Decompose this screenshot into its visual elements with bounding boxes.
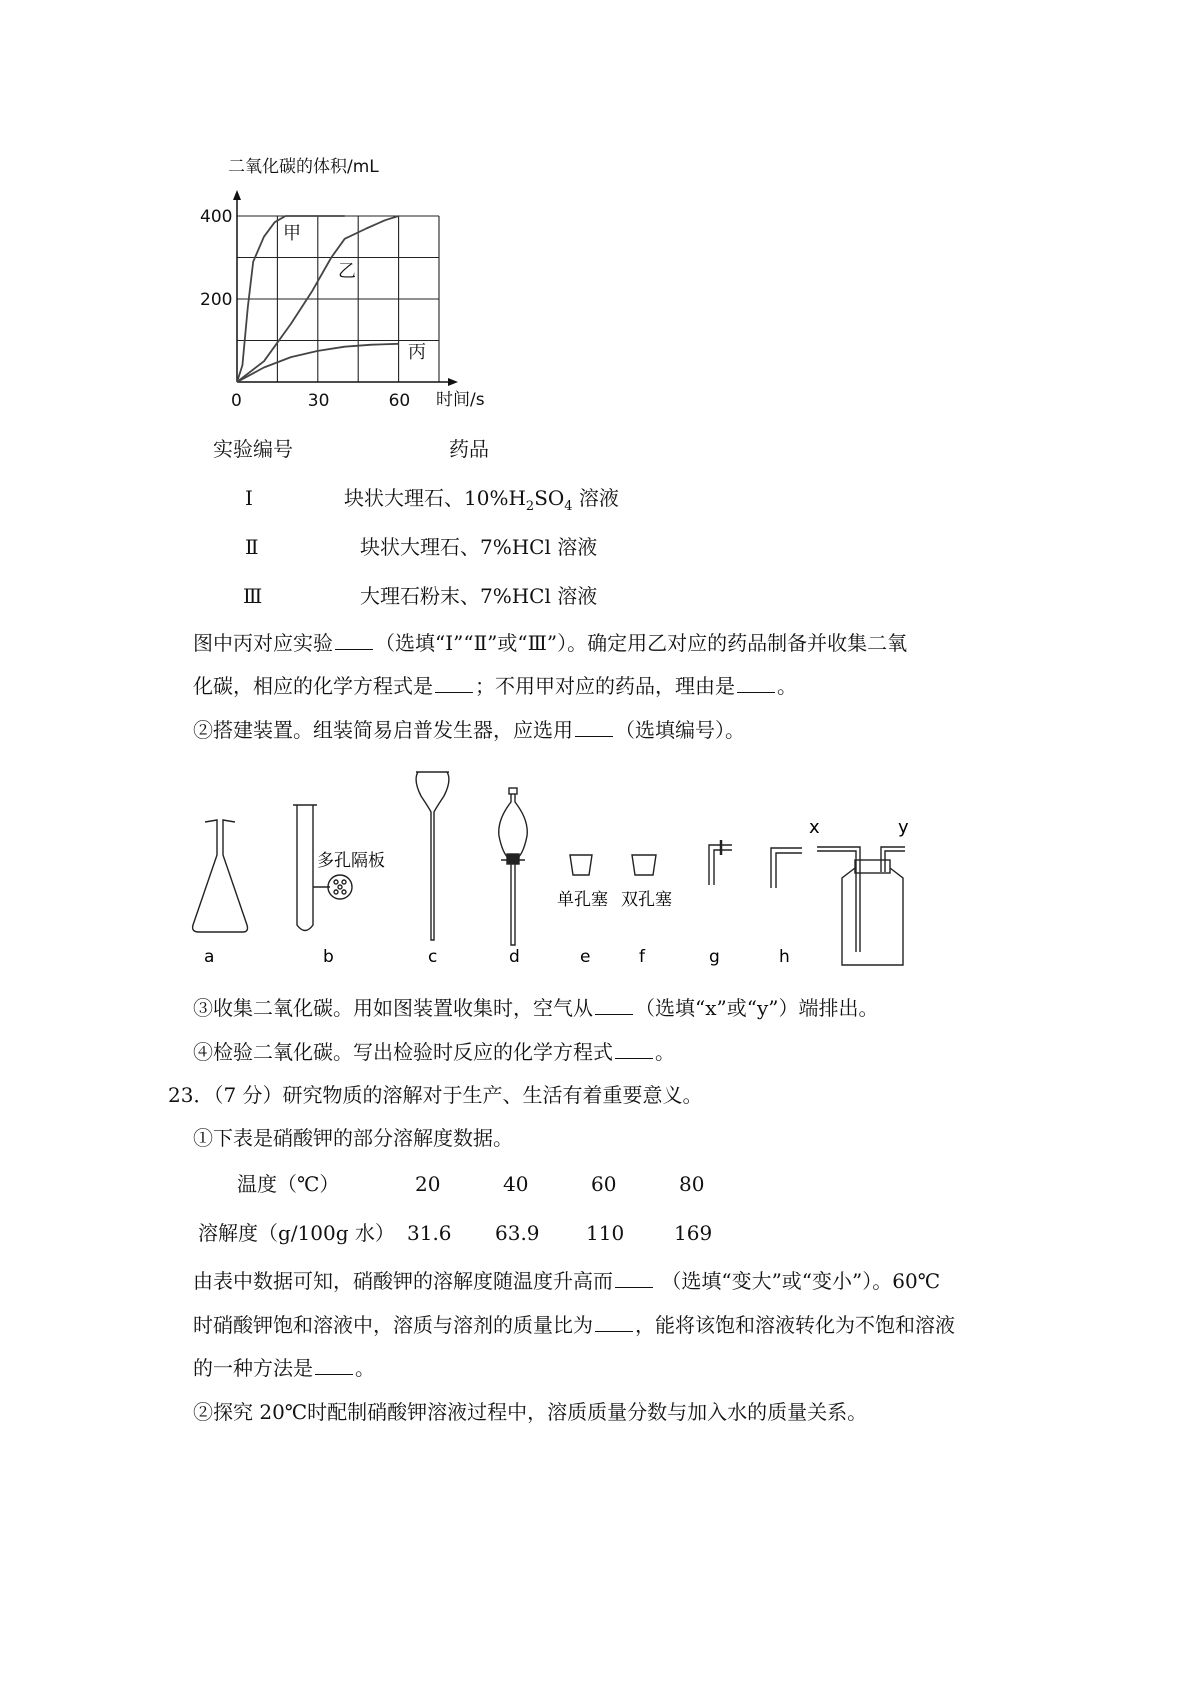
table2-sol-60: 110 <box>586 1221 625 1245</box>
answer-blank[interactable] <box>615 1269 653 1288</box>
table2-sol-80: 169 <box>674 1221 713 1245</box>
x-axis-label: 时间/s <box>436 390 485 410</box>
table2-temp-20: 20 <box>415 1172 441 1196</box>
single-hole-stopper <box>570 855 592 875</box>
test-tube <box>297 805 313 931</box>
co2-volume-chart <box>200 150 520 440</box>
x-axis-arrow <box>448 378 458 386</box>
apparatus-figure <box>185 760 945 980</box>
table1-row3-drug: 大理石粉末、7%HCl 溶液 <box>360 584 598 608</box>
y-axis-label: 二氧化碳的体积/mL <box>228 157 379 177</box>
answer-blank[interactable] <box>615 1040 653 1059</box>
y-axis-arrow <box>233 190 241 200</box>
answer-blank[interactable] <box>435 674 473 693</box>
table1-header-drug: 药品 <box>449 437 489 461</box>
y-tick-label: 400 <box>200 207 233 227</box>
double-stopper-label: 双孔塞 <box>621 890 672 910</box>
paragraph-5: ④检验二氧化碳。写出检验时反应的化学方程式 。 <box>193 1040 675 1064</box>
paragraph-4: ③收集二氧化碳。用如图装置收集时，空气从 （选填“x”或“y”）端排出。 <box>193 996 879 1020</box>
apparatus-letter-a: a <box>204 947 215 967</box>
porous-plate <box>328 875 352 899</box>
table1-header-id: 实验编号 <box>213 437 293 461</box>
table2-temp-60: 60 <box>591 1172 617 1196</box>
paragraph-2: 化碳，相应的化学方程式是 ；不用甲对应的药品，理由是 。 <box>193 674 797 698</box>
table2-sol-label: 溶解度（g/100g 水） <box>198 1221 395 1245</box>
apparatus-letter-c: c <box>428 947 438 967</box>
question-23-part1: ①下表是硝酸钾的部分溶解度数据。 <box>193 1126 513 1150</box>
apparatus-y-label: y <box>898 817 909 838</box>
paragraph-7: 时硝酸钾饱和溶液中，溶质与溶剂的质量比为 ，能将该饱和溶液转化为不饱和溶液 <box>193 1313 955 1337</box>
apparatus-letter-h: h <box>779 947 790 967</box>
table2-temp-label: 温度（℃） <box>237 1172 340 1196</box>
separatory-funnel <box>499 794 528 945</box>
x-tick-label: 30 <box>307 391 330 411</box>
table2-temp-80: 80 <box>679 1172 705 1196</box>
apparatus-letter-b: b <box>323 947 334 967</box>
table1-row3-id: Ⅲ <box>243 584 263 608</box>
apparatus-letter-d: d <box>509 947 520 967</box>
answer-blank[interactable] <box>315 1356 353 1375</box>
table1-row1-id: Ⅰ <box>245 486 253 510</box>
y-tick-label: 200 <box>200 290 233 310</box>
apparatus-letter-f: f <box>639 947 645 967</box>
long-neck-funnel <box>416 772 449 940</box>
question-23-title: 23．（7 分）研究物质的溶解对于生产、生活有着重要意义。 <box>168 1083 703 1107</box>
answer-blank[interactable] <box>595 996 633 1015</box>
series-label-yi: 乙 <box>338 261 356 282</box>
apparatus-letter-g: g <box>709 947 720 967</box>
single-stopper-label: 单孔塞 <box>557 890 608 910</box>
paragraph-1: 图中丙对应实验 （选填“I”“Ⅱ”或“Ⅲ”）。确定用乙对应的药品制备并收集二氧 <box>193 631 908 655</box>
paragraph-9: ②探究 20℃时配制硝酸钾溶液过程中，溶质质量分数与加入水的质量关系。 <box>193 1400 868 1424</box>
table1-row2-drug: 块状大理石、7%HCl 溶液 <box>360 535 598 559</box>
table2-sol-40: 63.9 <box>495 1221 540 1245</box>
paragraph-8: 的一种方法是 。 <box>193 1356 375 1380</box>
series-label-jia: 甲 <box>283 223 301 244</box>
answer-blank[interactable] <box>595 1313 633 1332</box>
x-tick-label: 60 <box>388 391 411 411</box>
table1-row1-drug: 块状大理石、$10\%H_2SO_4$ 溶液 <box>344 486 619 514</box>
table2-sol-20: 31.6 <box>407 1221 452 1245</box>
answer-blank[interactable] <box>335 631 373 650</box>
answer-blank[interactable] <box>575 718 613 737</box>
table1-row2-id: Ⅱ <box>245 535 259 559</box>
paragraph-6: 由表中数据可知，硝酸钾的溶解度随温度升高而 （选填“变大”或“变小”）。60℃ <box>193 1269 941 1293</box>
gas-collecting-bottle <box>842 868 903 965</box>
porous-plate-label: 多孔隔板 <box>317 851 385 871</box>
double-hole-stopper <box>632 855 656 875</box>
apparatus-x-label: x <box>809 817 820 838</box>
paragraph-3: ②搭建装置。组装简易启普发生器，应选用 （选填编号）。 <box>193 718 745 742</box>
series-label-bing: 丙 <box>408 342 426 363</box>
answer-blank[interactable] <box>737 674 775 693</box>
table2-temp-40: 40 <box>503 1172 529 1196</box>
x-tick-label: 0 <box>231 391 242 411</box>
conical-flask <box>193 820 248 932</box>
apparatus-letter-e: e <box>580 947 591 967</box>
